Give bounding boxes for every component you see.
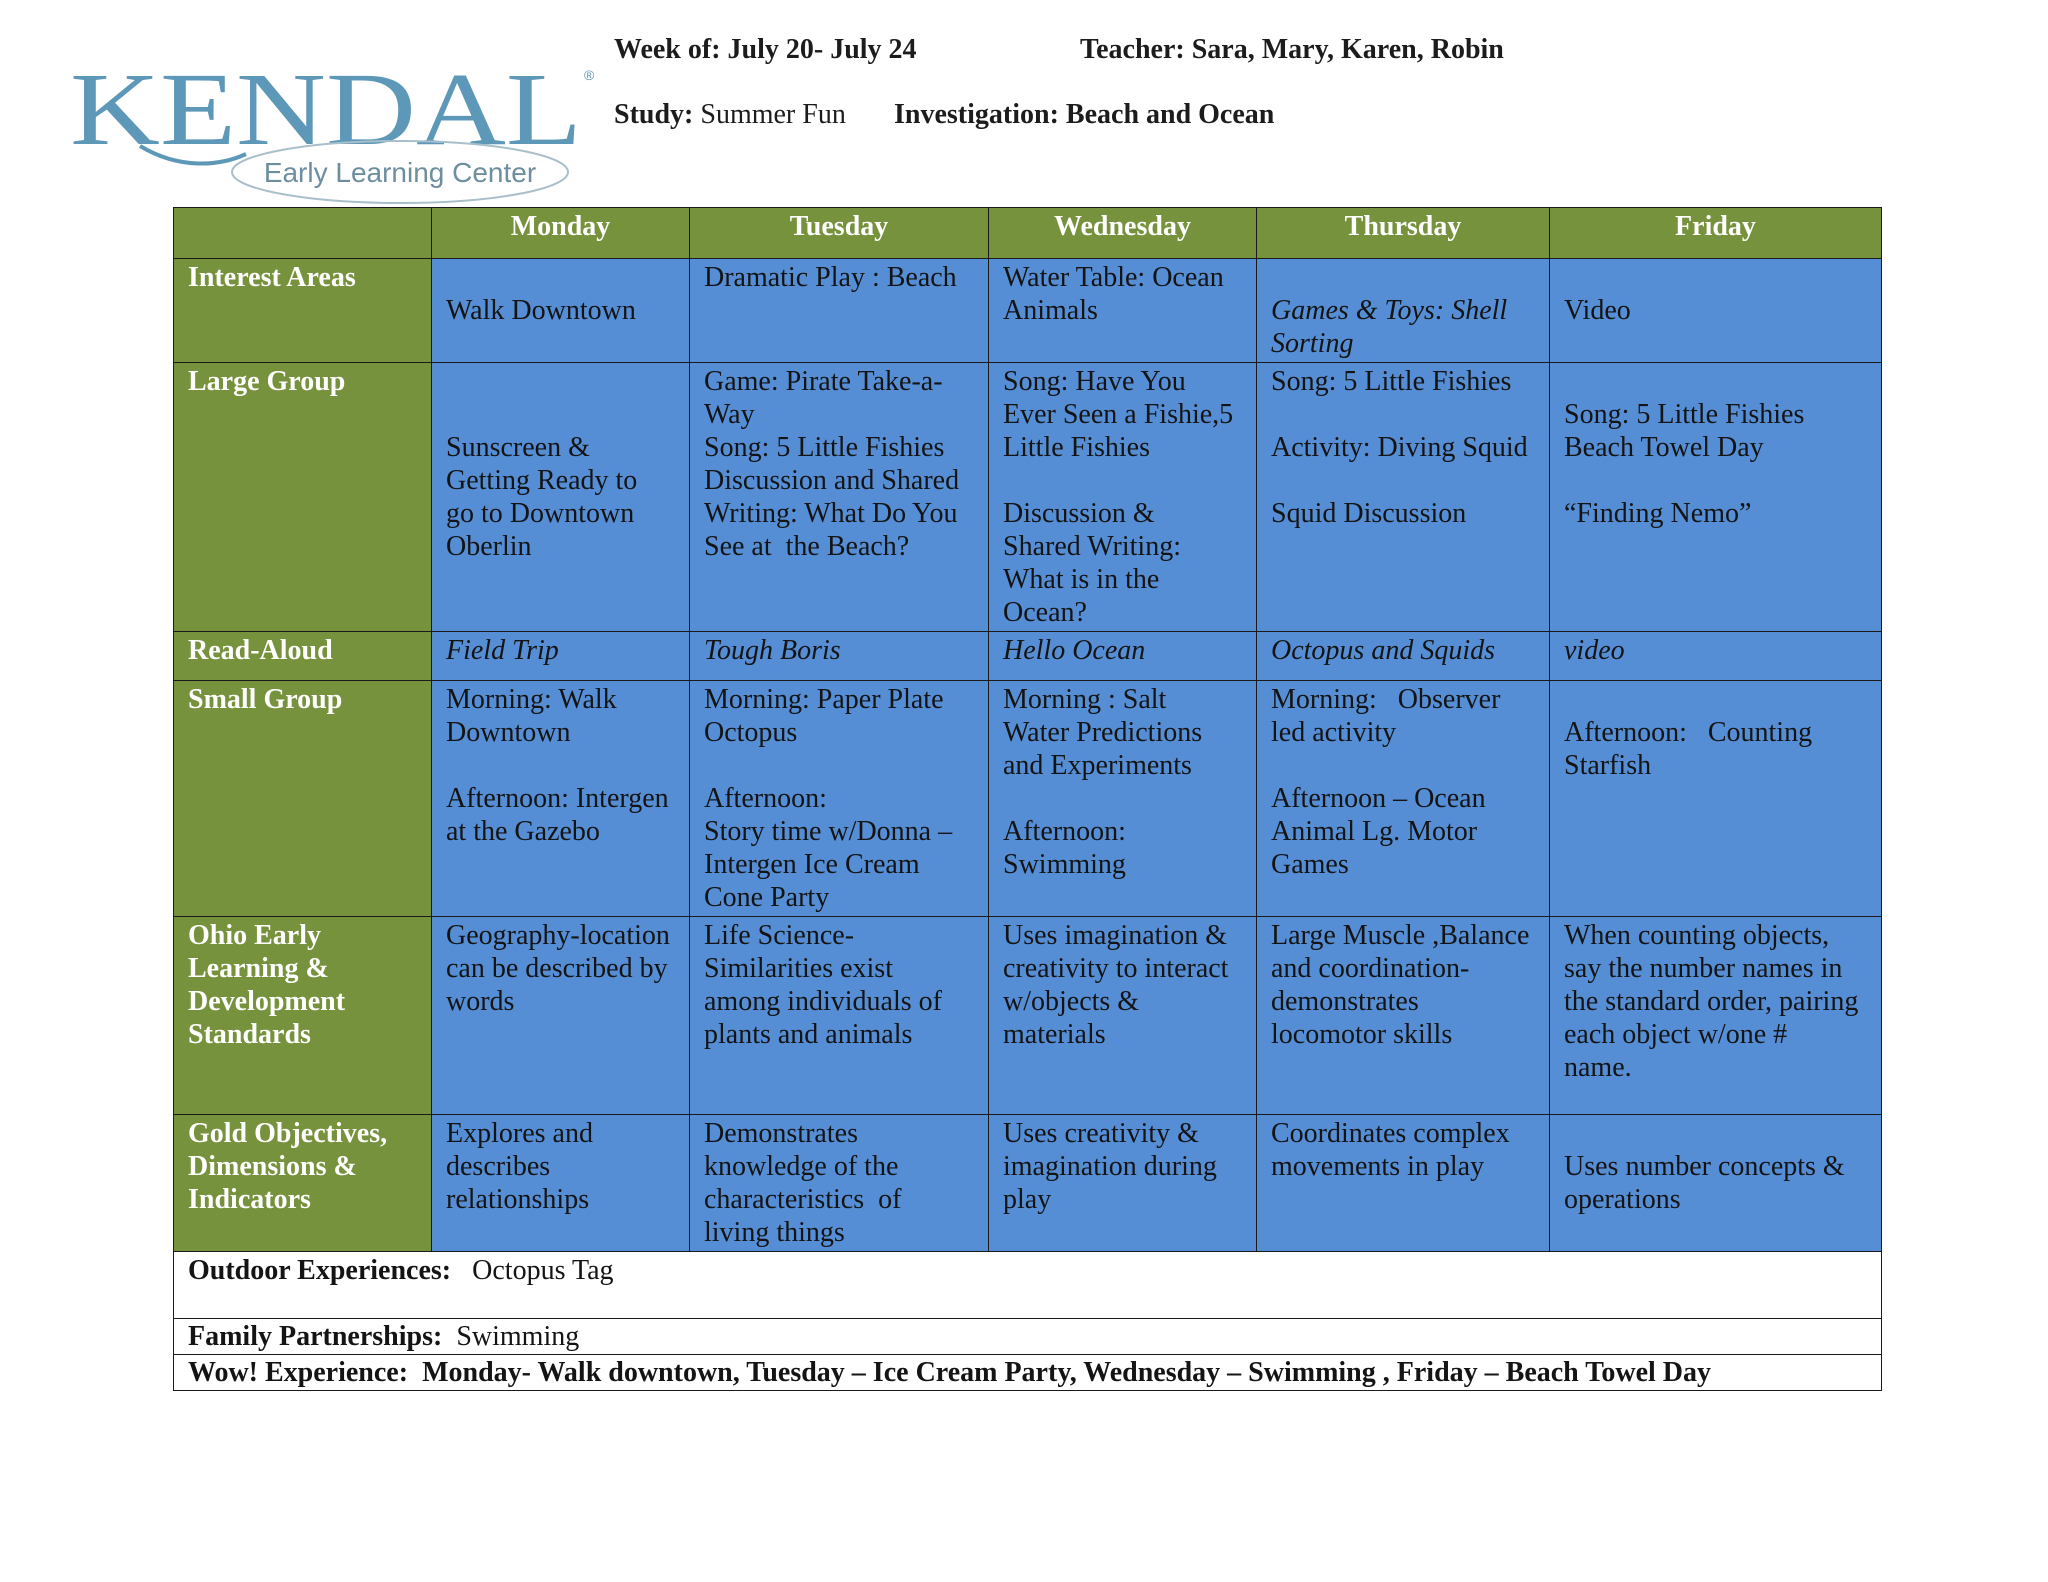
plan-cell-monday [432, 363, 690, 632]
row-label-line: Dimensions & [188, 1151, 357, 1182]
cell-line: Large Muscle ,Balance [1271, 920, 1530, 951]
plan-cell-wednesday [989, 681, 1257, 917]
cell-line: the standard order, pairing [1564, 986, 1859, 1017]
outdoor-label: Outdoor Experiences: [188, 1255, 452, 1286]
cell-line: “Finding Nemo” [1564, 498, 1752, 529]
cell-line: Morning: Walk [446, 684, 617, 715]
cell-line: Octopus and Squids [1271, 635, 1495, 666]
plan-cell-thursday [1257, 363, 1550, 632]
plan-cell-tuesday [690, 632, 989, 681]
plan-row [174, 363, 1882, 632]
plan-row [174, 681, 1882, 917]
cell-line: words [446, 986, 515, 1017]
plan-cell-tuesday [690, 917, 989, 1115]
cell-line: Morning : Salt [1003, 684, 1167, 715]
weekly-plan-table [173, 207, 1882, 1391]
cell-line: Games [1271, 849, 1349, 880]
row-label [174, 632, 432, 681]
cell-line [1564, 683, 1867, 716]
cell-line: knowledge of the [704, 1151, 899, 1182]
cell-line: name. [1564, 1052, 1632, 1083]
cell-line [446, 261, 675, 294]
day-header-wednesday: Wednesday [989, 208, 1257, 259]
cell-line: Octopus [704, 717, 798, 748]
cell-line: say the number names in [1564, 953, 1843, 984]
cell-line: movements in play [1271, 1151, 1485, 1182]
cell-line: each object w/one # [1564, 1019, 1788, 1050]
row-label [174, 1115, 432, 1252]
cell-line: Song: Have You [1003, 366, 1186, 397]
cell-line: Animals [1003, 295, 1098, 326]
cell-line: relationships [446, 1184, 590, 1215]
investigation-line [894, 98, 1274, 132]
cell-line: w/objects & [1003, 986, 1140, 1017]
study-value: Summer Fun [700, 99, 846, 130]
cell-line: led activity [1271, 717, 1397, 748]
cell-line: Similarities exist [704, 953, 893, 984]
cell-line: Geography-location [446, 920, 670, 951]
cell-line: Downtown [446, 717, 571, 748]
plan-cell-friday [1550, 632, 1882, 681]
cell-line: Explores and [446, 1118, 593, 1149]
cell-line [446, 749, 675, 782]
cell-line: Field Trip [446, 635, 559, 666]
plan-cell-friday [1550, 1115, 1882, 1252]
cell-line: Game: Pirate Take-a- [704, 366, 943, 397]
week-label: Week of: [614, 34, 721, 65]
row-label-line: Learning & [188, 953, 329, 984]
plan-row [174, 917, 1882, 1115]
cell-line: Water Predictions [1003, 717, 1203, 748]
cell-line: Games & Toys: Shell [1271, 295, 1508, 326]
cell-line: Afternoon: Counting [1564, 717, 1813, 748]
study-label: Study: [614, 99, 694, 130]
wow-row [174, 1355, 1882, 1391]
cell-line: Way [704, 399, 755, 430]
logo-registered-mark: ® [584, 67, 595, 83]
cell-line: Demonstrates [704, 1118, 858, 1149]
cell-line: demonstrates [1271, 986, 1419, 1017]
cell-line: Uses imagination & [1003, 920, 1227, 951]
plan-row [174, 1115, 1882, 1252]
plan-cell-tuesday [690, 363, 989, 632]
plan-cell-monday [432, 1115, 690, 1252]
plan-cell-thursday [1257, 1115, 1550, 1252]
row-label-line: Small Group [188, 684, 343, 715]
wow-value: Monday- Walk downtown, Tuesday – Ice Cream Party, Wednesday – Swimming , Friday – Beach Towel Day [422, 1357, 1711, 1388]
plan-cell-monday [432, 917, 690, 1115]
row-label-line: Standards [188, 1019, 311, 1050]
cell-line: Intergen Ice Cream [704, 849, 920, 880]
outdoor-row [174, 1252, 1882, 1319]
cell-line: Animal Lg. Motor [1271, 816, 1478, 847]
cell-line: go to Downtown [446, 498, 635, 529]
row-label-line: Gold Objectives, [188, 1118, 388, 1149]
wow-label: Wow! Experience: [188, 1357, 409, 1388]
cell-line: When counting objects, [1564, 920, 1830, 951]
cell-line: living things [704, 1217, 845, 1248]
plan-footer [174, 1252, 1882, 1391]
cell-line [1271, 261, 1535, 294]
cell-line [1564, 261, 1867, 294]
plan-cell-thursday [1257, 681, 1550, 917]
cell-line: Sunscreen & [446, 432, 590, 463]
plan-cell-monday [432, 259, 690, 363]
row-label-line: Indicators [188, 1184, 311, 1215]
row-label-line: Ohio Early [188, 920, 322, 951]
plan-row [174, 259, 1882, 363]
outdoor-value: Octopus Tag [472, 1255, 614, 1286]
plan-cell-monday [432, 632, 690, 681]
teacher-label: Teacher: [1080, 34, 1185, 65]
cell-line: and Experiments [1003, 750, 1192, 781]
wow-cell [174, 1355, 1882, 1391]
row-label-line: Development [188, 986, 346, 1017]
cell-line: Discussion and Shared [704, 465, 960, 496]
plan-cell-wednesday [989, 1115, 1257, 1252]
cell-line: Video [1564, 295, 1631, 326]
plan-body [174, 259, 1882, 1252]
cell-line: Walk Downtown [446, 295, 636, 326]
day-header-thursday: Thursday [1257, 208, 1550, 259]
cell-line [704, 749, 974, 782]
plan-cell-friday [1550, 363, 1882, 632]
week-value: July 20- July 24 [727, 34, 917, 65]
plan-cell-thursday [1257, 259, 1550, 363]
cell-line: video [1564, 635, 1625, 666]
cell-line: Starfish [1564, 750, 1652, 781]
cell-line: What is in the [1003, 564, 1160, 595]
cell-line: Coordinates complex [1271, 1118, 1510, 1149]
study-line [614, 98, 846, 132]
cell-line: Squid Discussion [1271, 498, 1467, 529]
row-label [174, 681, 432, 917]
plan-cell-tuesday [690, 259, 989, 363]
cell-line: can be described by [446, 953, 668, 984]
family-row [174, 1319, 1882, 1355]
cell-line: Afternoon – Ocean [1271, 783, 1486, 814]
cell-line [1564, 1117, 1867, 1150]
plan-cell-thursday [1257, 632, 1550, 681]
cell-line: creativity to interact [1003, 953, 1229, 984]
row-label [174, 259, 432, 363]
cell-line: Little Fishies [1003, 432, 1150, 463]
cell-line: See at the Beach? [704, 531, 910, 562]
plan-cell-thursday [1257, 917, 1550, 1115]
cell-line: and coordination- [1271, 953, 1470, 984]
cell-line: materials [1003, 1019, 1106, 1050]
plan-cell-tuesday [690, 1115, 989, 1252]
cell-line: Tough Boris [704, 635, 841, 666]
plan-cell-friday [1550, 259, 1882, 363]
plan-cell-tuesday [690, 681, 989, 917]
row-label-line: Read-Aloud [188, 635, 333, 666]
family-label: Family Partnerships: [188, 1321, 443, 1352]
logo-wordmark: KENDAL [70, 58, 582, 167]
logo-subtitle: Early Learning Center [263, 157, 537, 188]
cell-line: Getting Ready to [446, 465, 638, 496]
row-label [174, 363, 432, 632]
cell-line: Discussion & [1003, 498, 1155, 529]
day-header-monday: Monday [432, 208, 690, 259]
cell-line: locomotor skills [1271, 1019, 1453, 1050]
cell-line: Afternoon: [704, 783, 827, 814]
kendal-logo [70, 58, 600, 208]
cell-line: Swimming [1003, 849, 1126, 880]
day-header-friday: Friday [1550, 208, 1882, 259]
cell-line: Shared Writing: [1003, 531, 1181, 562]
cell-line: Morning: Paper Plate [704, 684, 944, 715]
cell-line: at the Gazebo [446, 816, 600, 847]
plan-cell-wednesday [989, 259, 1257, 363]
cell-line [1003, 464, 1242, 497]
cell-line [1564, 464, 1867, 497]
cell-line: Uses number concepts & [1564, 1151, 1845, 1182]
cell-line [446, 398, 675, 431]
cell-line [1271, 749, 1535, 782]
week-line [614, 33, 917, 67]
cell-line: Afternoon: Intergen [446, 783, 669, 814]
row-label-line: Large Group [188, 366, 346, 397]
cell-line [446, 365, 675, 398]
cell-line: plants and animals [704, 1019, 913, 1050]
row-label-line: Interest Areas [188, 262, 356, 293]
cell-line [1271, 398, 1535, 431]
cell-line: Morning: Observer [1271, 684, 1501, 715]
cell-line: describes [446, 1151, 551, 1182]
cell-line: Afternoon: [1003, 816, 1126, 847]
day-header-tuesday: Tuesday [690, 208, 989, 259]
plan-cell-friday [1550, 681, 1882, 917]
outdoor-cell [174, 1252, 1882, 1319]
teacher-line [1080, 33, 1504, 67]
cell-line: Song: 5 Little Fishies [1564, 399, 1805, 430]
plan-cell-monday [432, 681, 690, 917]
cell-line: Beach Towel Day [1564, 432, 1764, 463]
cell-line: Water Table: Ocean [1003, 262, 1224, 293]
family-cell [174, 1319, 1882, 1355]
cell-line: Story time w/Donna – [704, 816, 953, 847]
day-header-row [174, 208, 1882, 259]
cell-line [1271, 464, 1535, 497]
plan-row [174, 632, 1882, 681]
cell-line: among individuals of [704, 986, 942, 1017]
cell-line: Dramatic Play : Beach [704, 262, 957, 293]
cell-line: Ever Seen a Fishie,5 [1003, 399, 1234, 430]
plan-cell-wednesday [989, 917, 1257, 1115]
cell-line: characteristics of [704, 1184, 902, 1215]
investigation-value: Beach and Ocean [1065, 99, 1275, 130]
corner-cell [174, 208, 432, 259]
cell-line: play [1003, 1184, 1052, 1215]
cell-line: Sorting [1271, 328, 1354, 359]
plan-cell-friday [1550, 917, 1882, 1115]
cell-line: Song: 5 Little Fishies [1271, 366, 1512, 397]
cell-line: Uses creativity & [1003, 1118, 1199, 1149]
cell-line: Writing: What Do You [704, 498, 958, 529]
plan-cell-wednesday [989, 363, 1257, 632]
row-label [174, 917, 432, 1115]
investigation-label: Investigation: [894, 99, 1059, 130]
cell-line: Hello Ocean [1003, 635, 1146, 666]
cell-line [1003, 782, 1242, 815]
cell-line: Song: 5 Little Fishies [704, 432, 945, 463]
cell-line: Life Science- [704, 920, 855, 951]
teacher-value: Sara, Mary, Karen, Robin [1191, 34, 1504, 65]
cell-line: Cone Party [704, 882, 830, 913]
cell-line: Ocean? [1003, 597, 1087, 628]
cell-line [1564, 365, 1867, 398]
cell-line: Activity: Diving Squid [1271, 432, 1528, 463]
plan-cell-wednesday [989, 632, 1257, 681]
family-value: Swimming [456, 1321, 580, 1352]
cell-line: Oberlin [446, 531, 532, 562]
cell-line: operations [1564, 1184, 1681, 1215]
cell-line: imagination during [1003, 1151, 1217, 1182]
